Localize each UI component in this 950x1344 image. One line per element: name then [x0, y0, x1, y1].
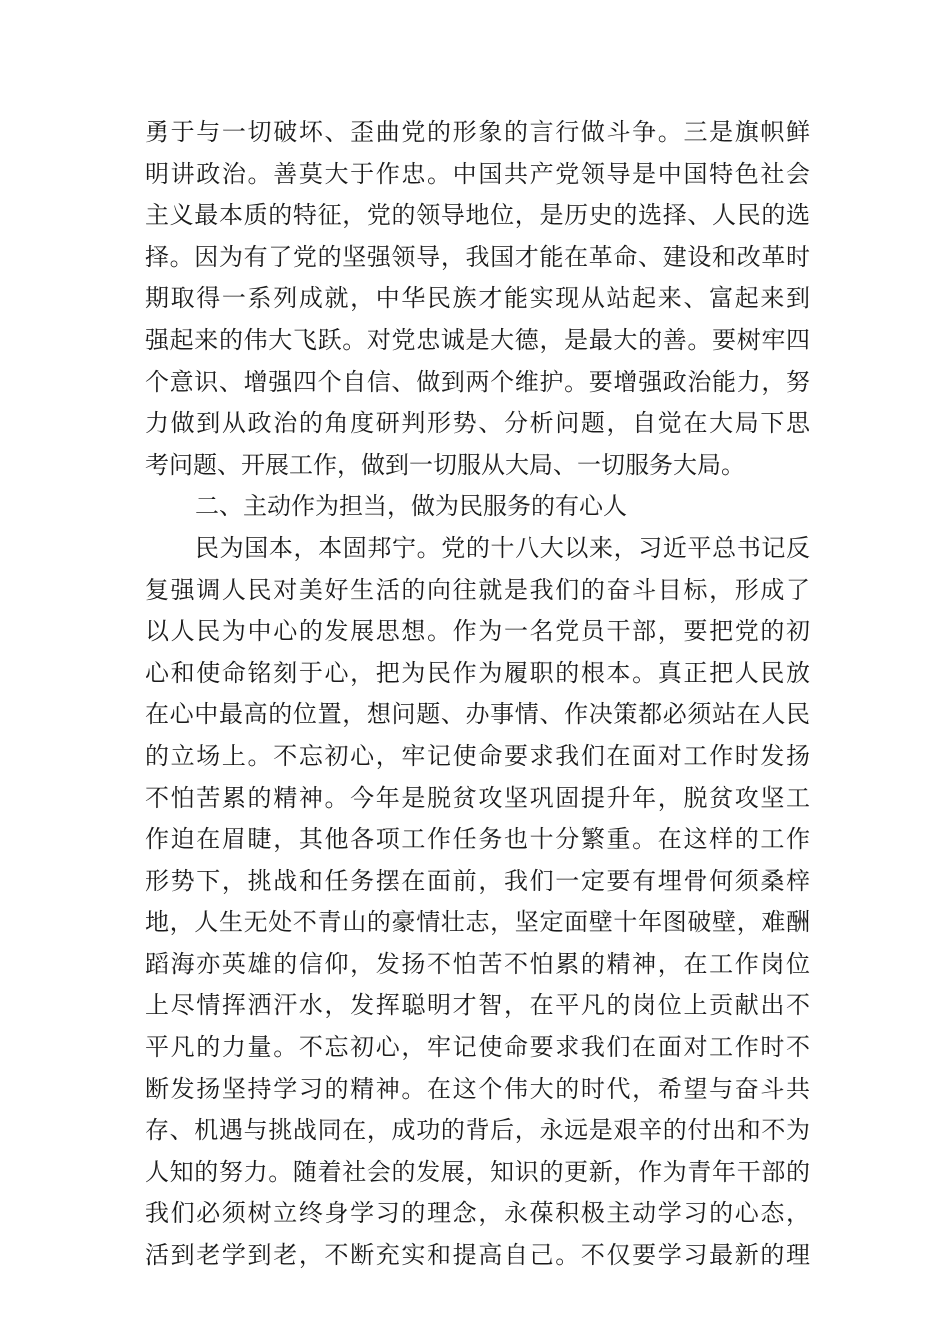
text-line: 不怕苦累的精神。今年是脱贫攻坚巩固提升年，脱贫攻坚工	[145, 783, 810, 812]
text-line: 以人民为中心的发展思想。作为一名党员干部，要把党的初	[145, 617, 810, 646]
text-line: 人知的努力。随着社会的发展，知识的更新，作为青年干部的	[145, 1157, 810, 1186]
text-line: 的立场上。不忘初心，牢记使命要求我们在面对工作时发扬	[145, 741, 810, 770]
text-line: 地，人生无处不青山的豪情壮志，坚定面壁十年图破壁，难酬	[145, 908, 810, 937]
text-line: 考问题、开展工作，做到一切服从大局、一切服务大局。	[145, 450, 745, 479]
text-line: 明讲政治。善莫大于作忠。中国共产党领导是中国特色社会	[145, 159, 810, 188]
text-line: 个意识、增强四个自信、做到两个维护。要增强政治能力，努	[145, 367, 810, 396]
text-line: 我们必须树立终身学习的理念，永葆积极主动学习的心态，	[145, 1199, 810, 1228]
text-line: 平凡的力量。不忘初心，牢记使命要求我们在面对工作时不	[145, 1033, 810, 1062]
text-line: 形势下，挑战和任务摆在面前，我们一定要有埋骨何须桑梓	[145, 866, 810, 895]
text-line: 蹈海亦英雄的信仰，发扬不怕苦不怕累的精神，在工作岗位	[145, 949, 810, 978]
text-line: 力做到从政治的角度研判形势、分析问题，自觉在大局下思	[145, 409, 810, 438]
text-line: 主义最本质的特征，党的领导地位，是历史的选择、人民的选	[145, 201, 810, 230]
text-line: 复强调人民对美好生活的向往就是我们的奋斗目标，形成了	[145, 575, 810, 604]
body-text	[145, 112, 810, 1277]
text-line: 活到老学到老，不断充实和提高自己。不仅要学习最新的理	[145, 1241, 810, 1270]
text-line: 勇于与一切破坏、歪曲党的形象的言行做斗争。三是旗帜鲜	[145, 118, 810, 146]
text-line: 期取得一系列成就，中华民族才能实现从站起来、富起来到	[145, 284, 810, 313]
text-line: 作迫在眉睫，其他各项工作任务也十分繁重。在这样的工作	[145, 825, 810, 854]
text-line: 在心中最高的位置，想问题、办事情、作决策都必须站在人民	[145, 700, 810, 729]
text-line: 民为国本，本固邦宁。党的十八大以来，习近平总书记反	[195, 533, 810, 562]
text-line: 强起来的伟大飞跃。对党忠诚是大德，是最大的善。要树牢四	[145, 325, 810, 354]
text-line: 断发扬坚持学习的精神。在这个伟大的时代，希望与奋斗共	[145, 1074, 810, 1103]
text-line: 存、机遇与挑战同在，成功的背后，永远是艰辛的付出和不为	[145, 1116, 810, 1145]
text-line: 择。因为有了党的坚强领导，我国才能在革命、建设和改革时	[145, 242, 810, 271]
text-line: 上尽情挥洒汗水，发挥聪明才智，在平凡的岗位上贡献出不	[145, 991, 810, 1020]
section-heading: 二、主动作为担当，做为民服务的有心人	[195, 492, 627, 521]
text-line: 心和使命铭刻于心，把为民作为履职的根本。真正把人民放	[145, 658, 810, 687]
